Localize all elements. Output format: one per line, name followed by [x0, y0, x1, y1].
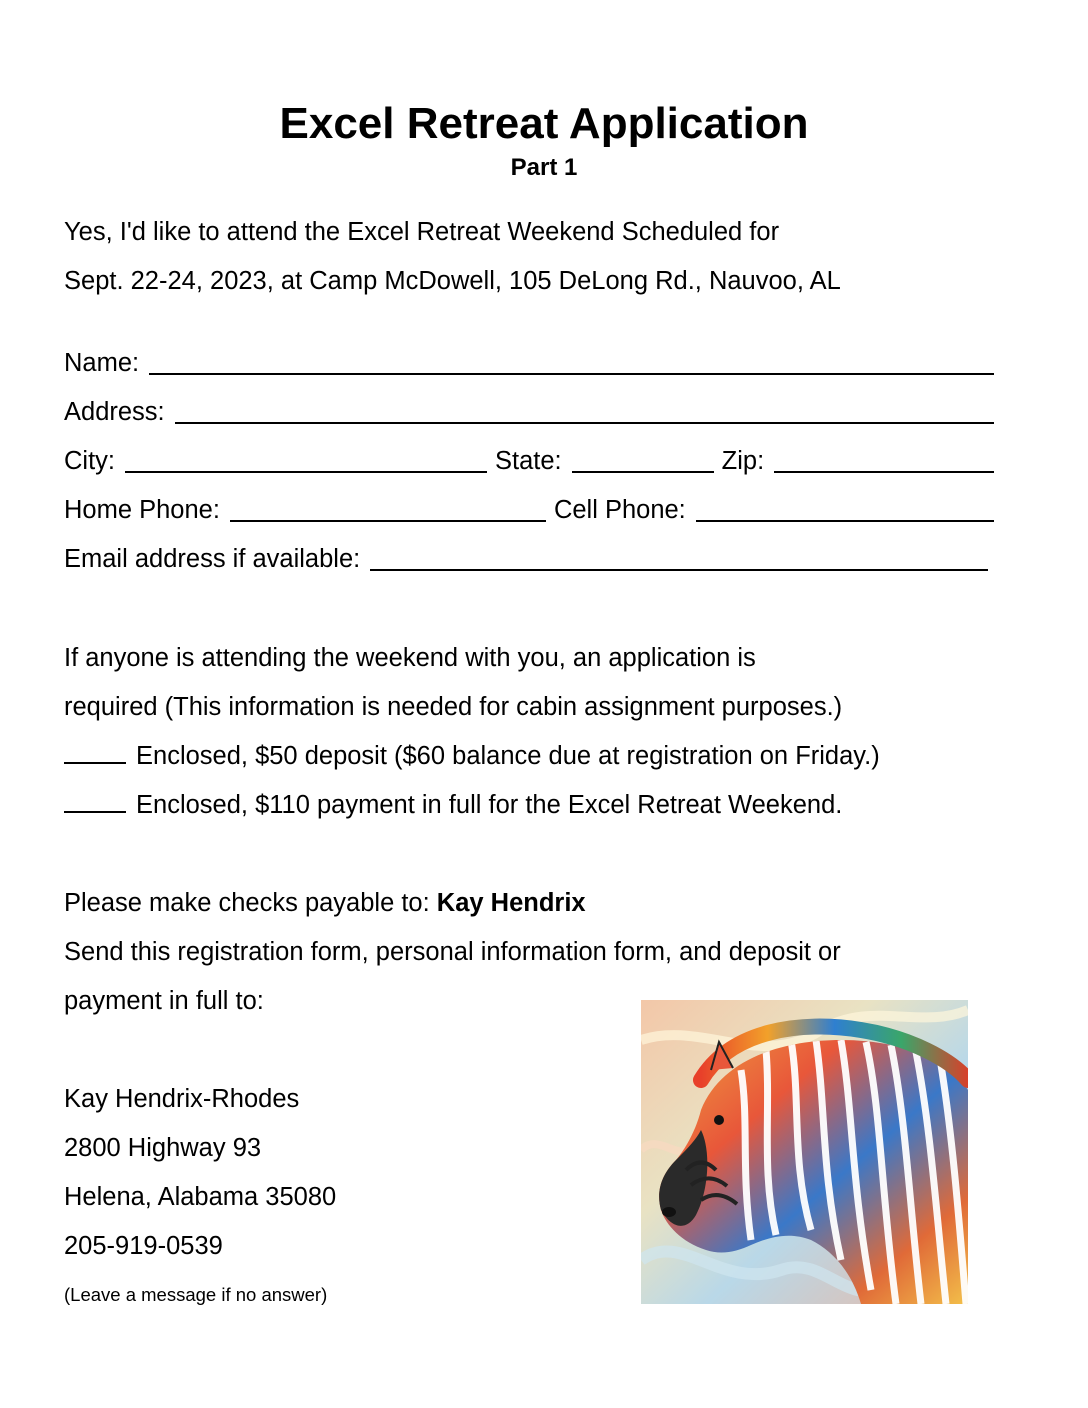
rainbow-zebra-illustration — [641, 1000, 968, 1304]
send-line-1: Send this registration form, personal information form, and deposit or — [64, 938, 841, 966]
page-title: Excel Retreat Application — [279, 99, 809, 148]
address-label: Address: — [64, 398, 165, 426]
zip-label: Zip: — [721, 447, 765, 475]
intro-line-1: Yes, I'd like to attend the Excel Retreat Weekend Scheduled for — [64, 218, 780, 246]
state-label: State: — [495, 447, 562, 475]
mailing-street: 2800 Highway 93 — [64, 1134, 262, 1162]
cell-phone-field[interactable] — [696, 500, 994, 522]
email-row — [64, 544, 988, 574]
mailing-note: (Leave a message if no answer) — [64, 1284, 328, 1305]
home-phone-field[interactable] — [230, 500, 546, 522]
page-subtitle: Part 1 — [510, 154, 578, 181]
companion-line-1: If anyone is attending the weekend with you, an application is — [64, 644, 756, 672]
name-field[interactable] — [149, 353, 994, 375]
payee-name: Kay Hendrix — [436, 889, 586, 917]
checks-payable-label: Please make checks payable to: — [64, 889, 437, 917]
state-field[interactable] — [572, 451, 714, 473]
zip-field[interactable] — [774, 451, 994, 473]
email-field[interactable] — [370, 549, 988, 571]
phone-row — [64, 495, 994, 525]
send-line-2: payment in full to: — [64, 987, 264, 1015]
city-field[interactable] — [125, 451, 487, 473]
companion-line-2: required (This information is needed for cabin assignment purposes.) — [64, 693, 843, 721]
address-row — [64, 397, 994, 427]
mailing-phone: 205-919-0539 — [64, 1232, 223, 1260]
name-row — [64, 348, 994, 378]
mailing-name: Kay Hendrix-Rhodes — [64, 1085, 300, 1113]
name-label: Name: — [64, 349, 140, 377]
deposit-option — [64, 741, 880, 771]
city-label: City: — [64, 447, 115, 475]
home-phone-label: Home Phone: — [64, 496, 220, 524]
intro-line-2: Sept. 22-24, 2023, at Camp McDowell, 105 DeLong Rd., Nauvoo, AL — [64, 267, 841, 295]
full-payment-option-label: Enclosed, $110 payment in full for the Excel Retreat Weekend. — [136, 791, 843, 819]
deposit-checkbox-blank[interactable] — [64, 742, 126, 764]
full-payment-option — [64, 790, 842, 820]
checks-payable-line — [64, 888, 586, 918]
full-payment-checkbox-blank[interactable] — [64, 791, 126, 813]
mailing-city: Helena, Alabama 35080 — [64, 1183, 337, 1211]
address-field[interactable] — [175, 402, 994, 424]
cell-phone-label: Cell Phone: — [553, 496, 686, 524]
city-state-zip-row — [64, 446, 994, 476]
email-label: Email address if available: — [64, 545, 361, 573]
deposit-option-label: Enclosed, $50 deposit ($60 balance due at registration on Friday.) — [136, 742, 880, 770]
